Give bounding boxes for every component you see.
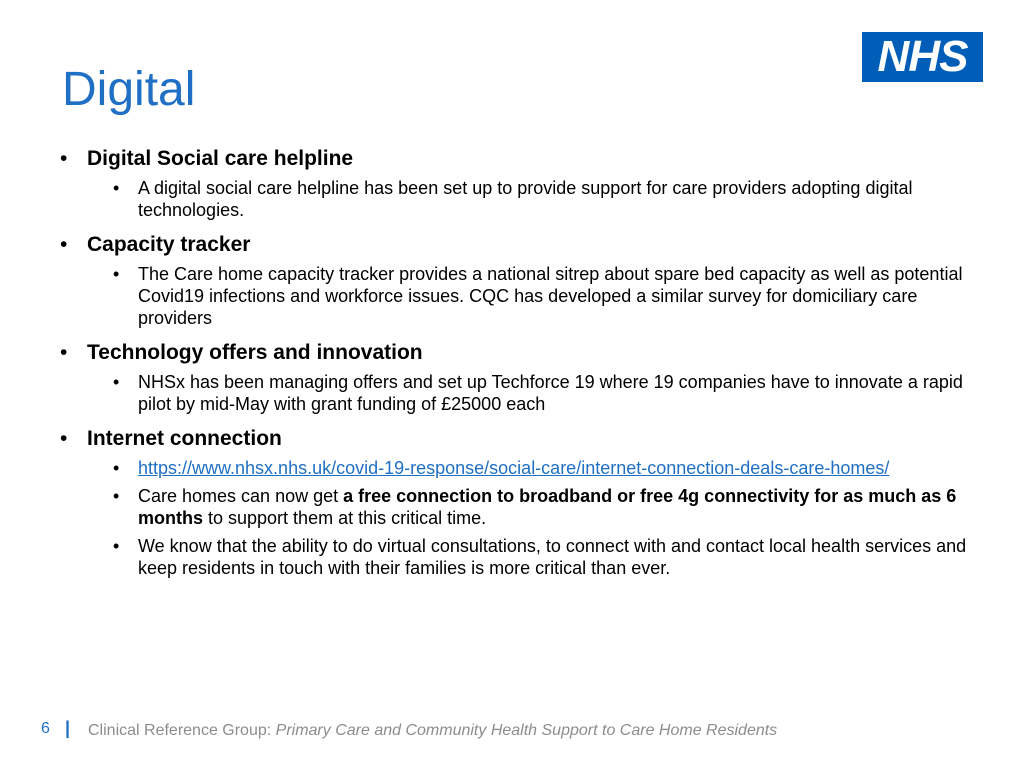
- bullet-icon: •: [60, 341, 68, 364]
- section-internet-connection: [0, 427, 1024, 579]
- section-heading-text: Capacity tracker: [87, 233, 251, 256]
- internet-deals-link[interactable]: https://www.nhsx.nhs.uk/covid-19-response/social-care/internet-connection-deals-care-homes/: [138, 458, 890, 478]
- list-item-text: Care homes can now get: [138, 486, 344, 506]
- footer-text: [88, 722, 777, 740]
- bullet-icon: •: [113, 178, 120, 198]
- section-heading: [0, 427, 1024, 451]
- bullet-icon: •: [60, 147, 68, 170]
- page-number: 6: [41, 720, 50, 737]
- list-item: [0, 457, 1024, 479]
- section-heading-text: Internet connection: [87, 427, 282, 450]
- list-item: [0, 485, 1024, 529]
- list-item-text: A digital social care helpline has been set up to provide support for care providers adopting digital technologies.: [138, 178, 913, 220]
- slide-title: Digital: [62, 63, 196, 116]
- list-item-text: to support them at this critical time.: [203, 508, 487, 528]
- bullet-icon: •: [113, 264, 120, 284]
- bullet-icon: •: [113, 458, 120, 478]
- section-helpline: [0, 147, 1024, 221]
- footer-separator: |: [65, 718, 71, 738]
- list-item: [0, 371, 1024, 415]
- list-item-text: The Care home capacity tracker provides a national sitrep about spare bed capacity as well as potential Covid19 infections and workforce issues. CQC has developed a similar survey for domiciliary care providers: [138, 264, 963, 328]
- section-capacity-tracker: [0, 233, 1024, 329]
- footer-label: Clinical Reference Group:: [88, 722, 276, 739]
- footer-subtitle: Primary Care and Community Health Support to Care Home Residents: [275, 722, 778, 739]
- slide-footer: [0, 720, 1024, 744]
- nhs-logo: [862, 32, 983, 82]
- slide-content: [0, 147, 1024, 591]
- list-item: [0, 177, 1024, 221]
- section-heading-text: Digital Social care helpline: [87, 147, 354, 170]
- bullet-icon: •: [113, 486, 120, 506]
- section-technology-offers: [0, 341, 1024, 415]
- bullet-icon: •: [113, 536, 120, 556]
- bullet-icon: •: [60, 233, 68, 256]
- section-heading: [0, 341, 1024, 365]
- list-item-bold-text: a free connection to broadband or free 4g connectivity for as much as 6 months: [138, 486, 957, 528]
- section-heading: [0, 233, 1024, 257]
- list-item: [0, 263, 1024, 329]
- section-heading-text: Technology offers and innovation: [87, 341, 423, 364]
- list-item-text: We know that the ability to do virtual consultations, to connect with and contact local health services and keep residents in touch with their families is more critical than ever.: [138, 536, 967, 578]
- bullet-icon: •: [60, 427, 68, 450]
- list-item-text: NHSx has been managing offers and set up Techforce 19 where 19 companies have to innovate a rapid pilot by mid-May with grant funding of £25000 each: [138, 372, 963, 414]
- section-heading: [0, 147, 1024, 171]
- bullet-icon: •: [113, 372, 120, 392]
- nhs-logo-text: NHS: [877, 32, 968, 81]
- list-item: [0, 535, 1024, 579]
